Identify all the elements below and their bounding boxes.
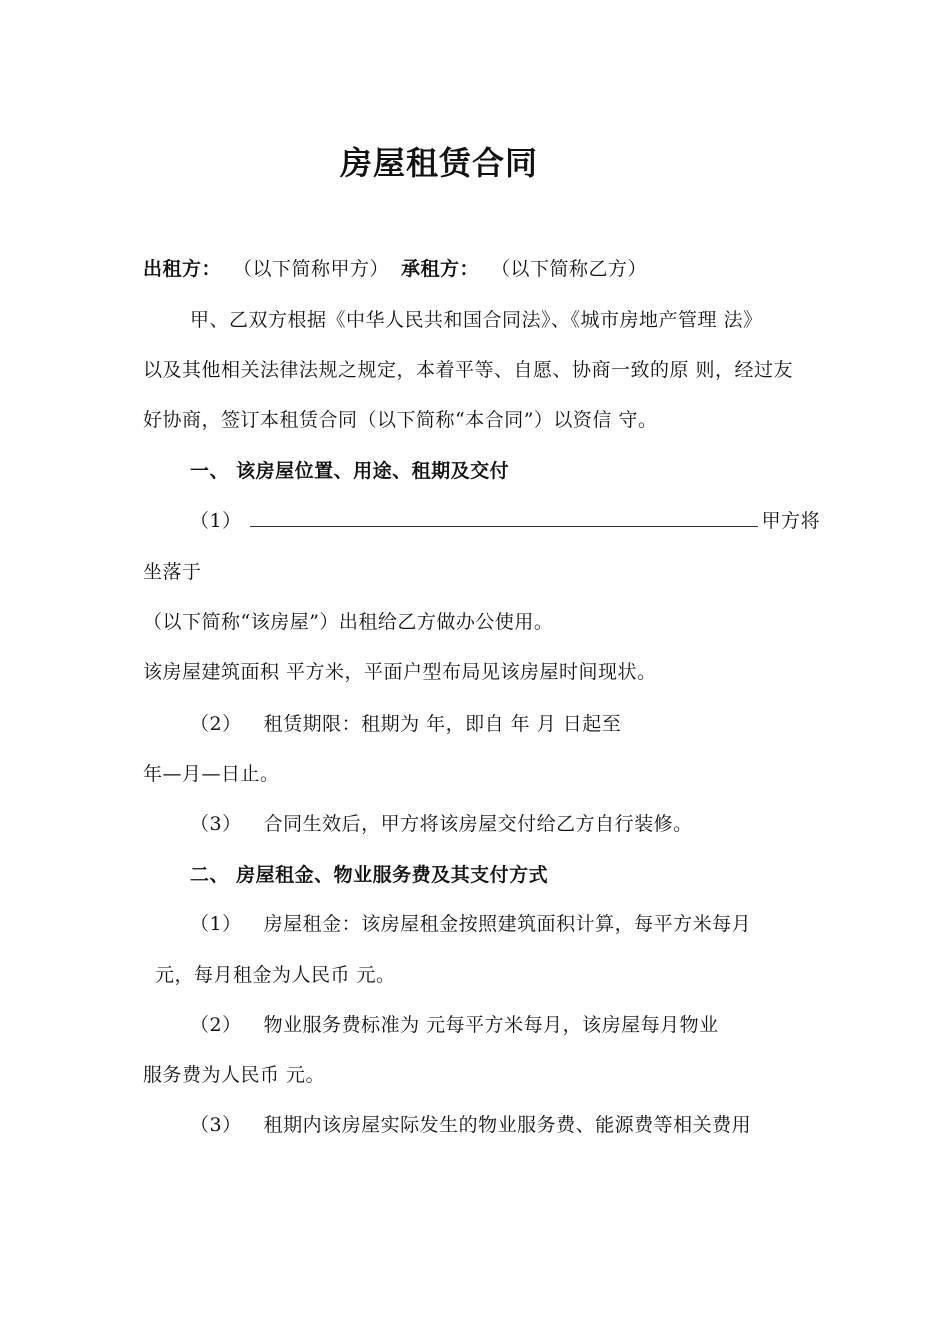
- section-1-item-1-line-3: （以下简称“该房屋”）出租给乙方做办公使用。: [143, 611, 554, 633]
- item-text: 租赁期限：租期为 年，即自 年 月 日起至: [263, 713, 622, 735]
- item-number: （2）: [190, 713, 242, 735]
- item-text: 合同生效后，甲方将该房屋交付给乙方自行装修。: [263, 813, 693, 835]
- preamble-line-3: 好协商，签订本租赁合同（以下简称“本合同”）以资信 守。: [143, 409, 658, 431]
- item-text: 租期内该房屋实际发生的物业服务费、能源费等相关费用: [263, 1114, 752, 1136]
- section-2-item-2-line-2: 服务费为人民币 元。: [143, 1064, 326, 1086]
- section-2-item-1-line-2: 元，每月租金为人民币 元。: [155, 964, 396, 986]
- item-number: （1）: [190, 510, 242, 532]
- document-title: 房屋租赁合同: [339, 144, 538, 182]
- lessee-label: 承租方：: [401, 258, 480, 280]
- section-2-item-2: [190, 1010, 719, 1037]
- item-number: （2）: [190, 1014, 242, 1036]
- item-text: 房屋租金：该房屋租金按照建筑面积计算，每平方米每月: [263, 913, 752, 935]
- lessor-label: 出租方：: [143, 258, 222, 280]
- lessee-note: （以下简称乙方）: [491, 258, 648, 280]
- item-text: 物业服务费标准为 元每平方米每月，该房屋每月物业: [263, 1014, 719, 1036]
- section-1-item-2-line-2: 年—月—日止。: [143, 763, 280, 785]
- preamble-line-2: 以及其他相关法律法规之规定，本着平等、自愿、协商一致的原 则，经过友: [143, 359, 794, 381]
- section-2-item-1: [190, 909, 751, 936]
- item-number: （1）: [190, 913, 242, 935]
- section-2-heading: 二、 房屋租金、物业服务费及其支付方式: [190, 864, 549, 886]
- section-1-item-2: [190, 709, 621, 736]
- item-number: （3）: [190, 1114, 242, 1136]
- preamble-line-1: 甲、乙双方根据《中华人民共和国合同法》、《城市房地产管理 法》: [190, 309, 763, 331]
- lessor-note: （以下简称甲方）: [233, 258, 390, 280]
- section-1-heading: 一、 该房屋位置、用途、租期及交付: [190, 460, 510, 482]
- section-1-item-1: [190, 506, 820, 533]
- section-2-item-3: [190, 1110, 751, 1137]
- blank-underline: [250, 508, 758, 527]
- section-1-item-1-line-2: 坐落于: [143, 561, 202, 583]
- parties-line: [143, 254, 647, 281]
- item-tail: 甲方将: [761, 510, 821, 532]
- section-1-item-3: [190, 809, 693, 836]
- item-number: （3）: [190, 813, 242, 835]
- section-1-item-1-line-4: 该房屋建筑面积 平方米，平面户型布局见该房屋时间现状。: [143, 661, 657, 683]
